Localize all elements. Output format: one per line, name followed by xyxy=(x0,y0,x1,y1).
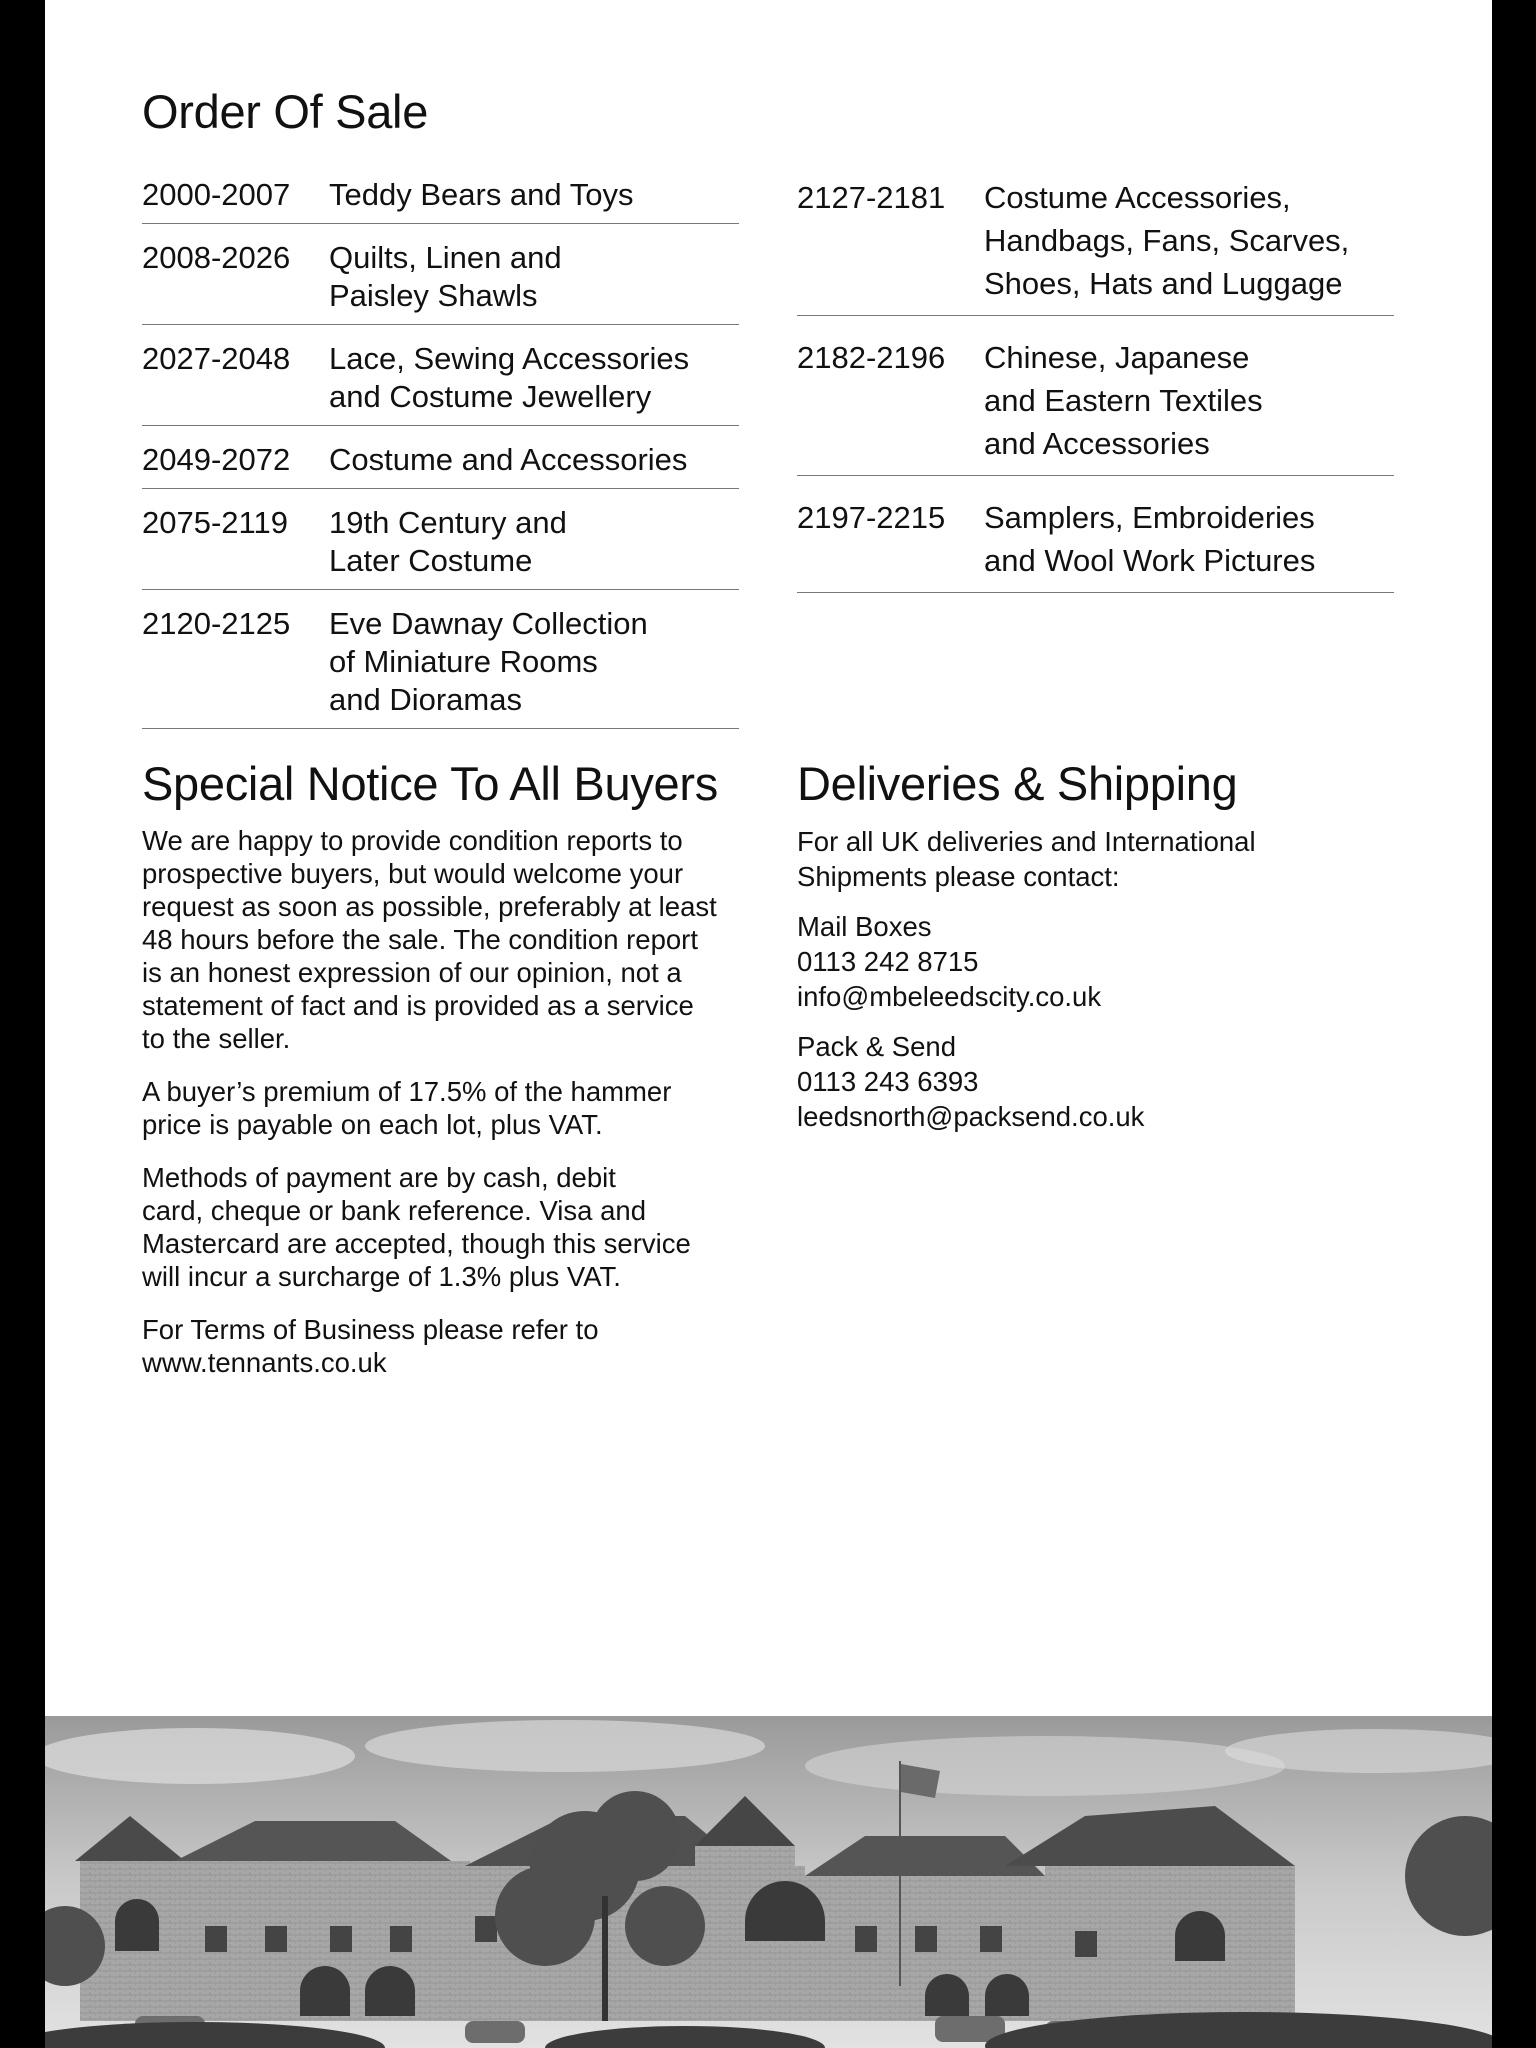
contact-email[interactable]: leedsnorth@packsend.co.uk xyxy=(797,1101,1145,1132)
deliveries-shipping-title: Deliveries & Shipping xyxy=(797,757,1238,810)
notice-paragraph: For Terms of Business please refer to www.tennants.co.uk xyxy=(142,1314,599,1378)
notice-paragraph: Methods of payment are by cash, debit card, cheque or bank reference. Visa and Mastercard are accepted, though this service will incur a surcharge of 1.3% plus VAT. xyxy=(142,1162,691,1292)
special-notice-body xyxy=(142,824,742,1399)
deliveries-shipping-body xyxy=(797,824,1357,1149)
contact-block xyxy=(797,1029,1357,1134)
table-row xyxy=(142,601,739,729)
lot-description: Teddy Bears and Toys xyxy=(329,177,634,212)
table-row xyxy=(142,235,739,325)
lot-range: 2075-2119 xyxy=(142,505,288,540)
notice-paragraph: A buyer’s premium of 17.5% of the hammer price is payable on each lot, plus VAT. xyxy=(142,1076,672,1140)
contact-phone: 0113 242 8715 xyxy=(797,946,979,977)
table-row xyxy=(142,336,739,426)
table-row xyxy=(797,492,1394,593)
lot-description: 19th Century and Later Costume xyxy=(329,505,567,578)
contact-email[interactable]: info@mbeleedscity.co.uk xyxy=(797,981,1102,1012)
lot-description: Lace, Sewing Accessories and Costume Jewellery xyxy=(329,341,690,414)
table-row xyxy=(797,332,1394,476)
table-row xyxy=(142,172,739,224)
table-row xyxy=(797,172,1394,316)
lot-range: 2182-2196 xyxy=(797,340,946,375)
lot-range: 2000-2007 xyxy=(142,177,291,212)
order-of-sale-right-column xyxy=(797,172,1394,609)
notice-paragraph: We are happy to provide condition reports to prospective buyers, but would welcome your request as soon as possible, preferably at least 48 hours before the sale. The condition report is an honest expression of our opinion, not a statement of fact and is provided as a service to the seller. xyxy=(142,825,717,1054)
order-of-sale-title: Order Of Sale xyxy=(142,85,429,138)
lot-range: 2008-2026 xyxy=(142,240,291,275)
special-notice-title: Special Notice To All Buyers xyxy=(142,757,718,810)
lot-range: 2027-2048 xyxy=(142,341,291,376)
catalogue-page xyxy=(45,0,1492,2048)
contact-phone: 0113 243 6393 xyxy=(797,1066,979,1097)
lot-description: Costume Accessories, Handbags, Fans, Scarves, Shoes, Hats and Luggage xyxy=(984,180,1350,301)
building-photo xyxy=(45,1716,1492,2048)
table-row xyxy=(142,500,739,590)
lot-description: Eve Dawnay Collection of Miniature Rooms and Dioramas xyxy=(329,606,648,717)
lot-range: 2049-2072 xyxy=(142,442,291,477)
lot-range: 2120-2125 xyxy=(142,606,291,641)
lot-description: Chinese, Japanese and Eastern Textiles and Accessories xyxy=(984,340,1263,461)
contact-name: Pack & Send xyxy=(797,1031,956,1062)
building-photo-illustration xyxy=(45,1716,1492,2048)
deliveries-intro: For all UK deliveries and International Shipments please contact: xyxy=(797,826,1256,892)
lot-description: Costume and Accessories xyxy=(329,442,688,477)
table-row xyxy=(142,437,739,489)
contact-block xyxy=(797,909,1357,1014)
lot-description: Samplers, Embroideries and Wool Work Pictures xyxy=(984,500,1316,578)
lot-range: 2197-2215 xyxy=(797,500,946,535)
order-of-sale-left-column xyxy=(142,172,739,740)
lot-description: Quilts, Linen and Paisley Shawls xyxy=(329,240,562,313)
lot-range: 2127-2181 xyxy=(797,180,946,215)
contact-name: Mail Boxes xyxy=(797,911,932,942)
